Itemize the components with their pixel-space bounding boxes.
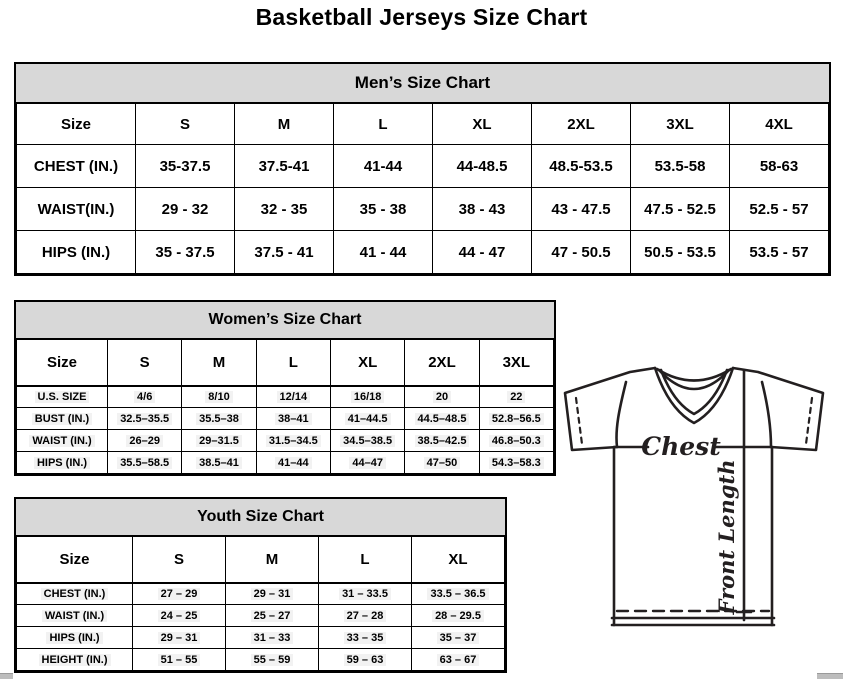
size-value-cell: 44-48.5: [433, 145, 532, 188]
measurement-row: [17, 145, 829, 188]
size-column-header: XL: [412, 537, 505, 583]
size-value-cell: 47.5 - 52.5: [631, 188, 730, 231]
size-value-cell: 41–44: [256, 452, 330, 474]
size-value-cell: 35 – 37: [412, 627, 505, 649]
youth-chart-title: Youth Size Chart: [16, 499, 505, 536]
size-value-cell: 26–29: [108, 430, 182, 452]
jersey-left-seam: [616, 382, 626, 447]
measurement-row-label: HEIGHT (IN.): [17, 649, 133, 671]
size-value-cell: 28 – 29.5: [412, 605, 505, 627]
measurement-row-label: HIPS (IN.): [17, 231, 136, 274]
womens-chart-title: Women’s Size Chart: [16, 302, 554, 339]
size-value-cell: 44–47: [330, 452, 404, 474]
measurement-row-label: CHEST (IN.): [17, 583, 133, 605]
size-value-cell: 27 – 29: [133, 583, 226, 605]
size-column-header: XL: [330, 340, 404, 386]
measurement-row: [17, 649, 505, 671]
measurement-row: [17, 452, 554, 474]
size-column-header: 3XL: [631, 104, 730, 145]
size-value-cell: 29 – 31: [226, 583, 319, 605]
size-value-cell: 31 – 33: [226, 627, 319, 649]
womens-size-table: [16, 339, 554, 474]
horizontal-scrollbar-fragment-right[interactable]: [817, 673, 843, 679]
size-value-cell: 31.5–34.5: [256, 430, 330, 452]
size-column-header: S: [108, 340, 182, 386]
size-value-cell: 54.3–58.3: [479, 452, 553, 474]
measurement-row: [17, 583, 505, 605]
size-value-cell: 52.8–56.5: [479, 408, 553, 430]
size-value-cell: 27 – 28: [319, 605, 412, 627]
size-column-header: L: [334, 104, 433, 145]
size-value-cell: 52.5 - 57: [730, 188, 829, 231]
size-value-cell: 35.5–58.5: [108, 452, 182, 474]
size-header-row: [17, 340, 554, 386]
size-column-header: M: [182, 340, 256, 386]
size-value-cell: 32.5–35.5: [108, 408, 182, 430]
measurement-row-label: WAIST (IN.): [17, 430, 108, 452]
measurement-row: [17, 605, 505, 627]
measurement-row-label: HIPS (IN.): [17, 452, 108, 474]
size-value-cell: 44.5–48.5: [405, 408, 479, 430]
measurement-row-label: WAIST (IN.): [17, 605, 133, 627]
size-value-cell: 33 – 35: [319, 627, 412, 649]
chest-label: Chest: [641, 432, 721, 461]
jersey-left-cuff-dashes: [576, 398, 582, 444]
size-column-header: L: [256, 340, 330, 386]
size-value-cell: 43 - 47.5: [532, 188, 631, 231]
size-header-row: [17, 104, 829, 145]
size-value-cell: 8/10: [182, 386, 256, 408]
jersey-right-seam: [762, 382, 771, 447]
womens-size-chart: [14, 300, 556, 476]
size-column-header: XL: [433, 104, 532, 145]
size-column-header: S: [136, 104, 235, 145]
size-value-cell: 47–50: [405, 452, 479, 474]
size-value-cell: 38.5–42.5: [405, 430, 479, 452]
size-value-cell: 4/6: [108, 386, 182, 408]
page-title: Basketball Jerseys Size Chart: [255, 4, 588, 30]
size-value-cell: 37.5-41: [235, 145, 334, 188]
measurement-row-label: BUST (IN.): [17, 408, 108, 430]
size-column-header: S: [133, 537, 226, 583]
size-column-header: 3XL: [479, 340, 553, 386]
measurement-row: [17, 408, 554, 430]
size-value-cell: 16/18: [330, 386, 404, 408]
mens-size-table: [16, 103, 829, 274]
size-value-cell: 41–44.5: [330, 408, 404, 430]
size-value-cell: 41 - 44: [334, 231, 433, 274]
jersey-measurement-diagram: [562, 361, 836, 627]
size-value-cell: 58-63: [730, 145, 829, 188]
size-column-header: 2XL: [405, 340, 479, 386]
youth-size-chart: [14, 497, 507, 673]
size-value-cell: 63 – 67: [412, 649, 505, 671]
size-value-cell: 24 – 25: [133, 605, 226, 627]
youth-size-table: [16, 536, 505, 671]
horizontal-scrollbar-fragment-left[interactable]: [0, 673, 13, 679]
size-value-cell: 25 – 27: [226, 605, 319, 627]
size-value-cell: 50.5 - 53.5: [631, 231, 730, 274]
size-value-cell: 12/14: [256, 386, 330, 408]
size-value-cell: 38 - 43: [433, 188, 532, 231]
jersey-right-cuff-dashes: [806, 398, 812, 444]
size-value-cell: 22: [479, 386, 553, 408]
size-value-cell: 38.5–41: [182, 452, 256, 474]
measurement-row: [17, 231, 829, 274]
front-length-label: Front Length: [714, 459, 739, 615]
size-value-cell: 53.5-58: [631, 145, 730, 188]
size-value-cell: 46.8–50.3: [479, 430, 553, 452]
size-value-cell: 55 – 59: [226, 649, 319, 671]
size-header-row: [17, 537, 505, 583]
size-value-cell: 53.5 - 57: [730, 231, 829, 274]
measurement-row-label: HIPS (IN.): [17, 627, 133, 649]
size-column-header: M: [235, 104, 334, 145]
size-value-cell: 29 - 32: [136, 188, 235, 231]
size-value-cell: 44 - 47: [433, 231, 532, 274]
measurement-row-label: CHEST (IN.): [17, 145, 136, 188]
size-value-cell: 51 – 55: [133, 649, 226, 671]
mens-size-chart: [14, 62, 831, 276]
size-value-cell: 33.5 – 36.5: [412, 583, 505, 605]
size-value-cell: 32 - 35: [235, 188, 334, 231]
measurement-row: [17, 430, 554, 452]
size-column-header: Size: [17, 104, 136, 145]
size-value-cell: 34.5–38.5: [330, 430, 404, 452]
measurement-row: [17, 188, 829, 231]
size-value-cell: 35 - 37.5: [136, 231, 235, 274]
size-value-cell: 41-44: [334, 145, 433, 188]
size-column-header: 4XL: [730, 104, 829, 145]
size-value-cell: 31 – 33.5: [319, 583, 412, 605]
size-value-cell: 35-37.5: [136, 145, 235, 188]
size-value-cell: 59 – 63: [319, 649, 412, 671]
size-value-cell: 29–31.5: [182, 430, 256, 452]
size-value-cell: 20: [405, 386, 479, 408]
measurement-row-label: WAIST(IN.): [17, 188, 136, 231]
size-column-header: Size: [17, 537, 133, 583]
size-value-cell: 38–41: [256, 408, 330, 430]
size-column-header: Size: [17, 340, 108, 386]
size-value-cell: 35.5–38: [182, 408, 256, 430]
size-value-cell: 48.5-53.5: [532, 145, 631, 188]
size-value-cell: 37.5 - 41: [235, 231, 334, 274]
mens-chart-title: Men’s Size Chart: [16, 64, 829, 103]
size-value-cell: 29 – 31: [133, 627, 226, 649]
size-value-cell: 47 - 50.5: [532, 231, 631, 274]
measurement-row: [17, 627, 505, 649]
size-column-header: L: [319, 537, 412, 583]
measurement-row: [17, 386, 554, 408]
size-column-header: M: [226, 537, 319, 583]
measurement-row-label: U.S. SIZE: [17, 386, 108, 408]
size-value-cell: 35 - 38: [334, 188, 433, 231]
size-column-header: 2XL: [532, 104, 631, 145]
